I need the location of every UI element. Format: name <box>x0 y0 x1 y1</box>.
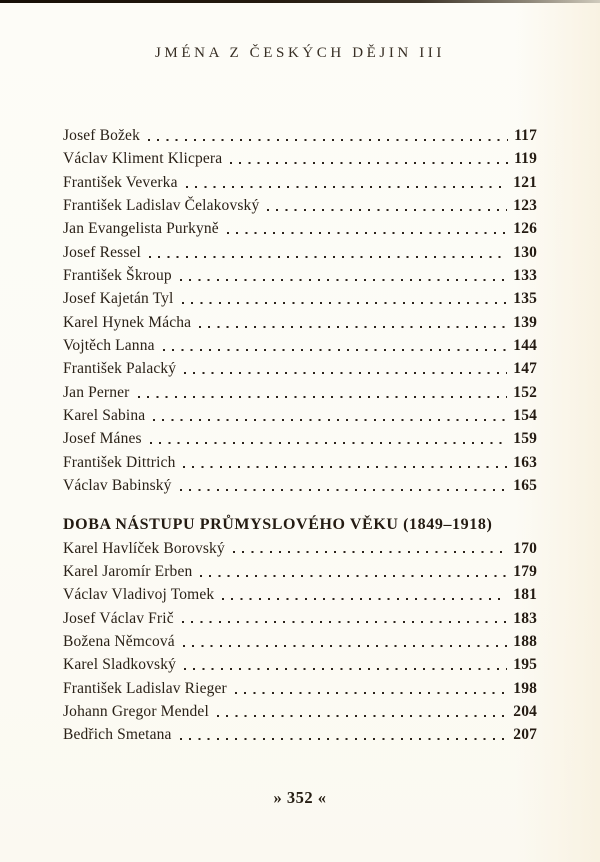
toc-entry <box>63 194 537 217</box>
entry-name: Josef Božek <box>63 127 140 144</box>
entry-page-number: 152 <box>513 383 537 401</box>
toc-entry <box>63 537 537 560</box>
entry-name: Václav Babinský <box>63 477 172 495</box>
entry-page-number: 179 <box>513 562 537 580</box>
entry-name: Josef Mánes <box>63 430 142 448</box>
toc-entry <box>63 427 537 450</box>
entry-page-number: 181 <box>513 586 537 604</box>
entry-page-number: 135 <box>513 290 537 308</box>
toc-entry <box>63 357 537 380</box>
toc-entry <box>63 381 537 404</box>
entry-name: Bedřich Smetana <box>63 726 172 744</box>
toc-entry <box>63 700 537 723</box>
entry-page-number: 119 <box>514 150 537 168</box>
entry-page-number: 163 <box>513 453 537 471</box>
entry-page-number: 204 <box>513 702 537 720</box>
dot-leader <box>138 381 508 404</box>
entry-page-number: 121 <box>513 173 537 191</box>
toc-entry <box>63 560 537 583</box>
entry-name: Karel Sladkovský <box>63 656 177 674</box>
toc-entry <box>63 334 537 357</box>
entry-page-number: 154 <box>513 407 537 425</box>
dot-leader <box>163 334 508 357</box>
entry-page-number: 117 <box>514 127 537 144</box>
entry-page-number: 123 <box>513 197 537 215</box>
entry-name: František Palacký <box>63 360 177 378</box>
dot-leader <box>180 474 508 497</box>
entry-name: Josef Ressel <box>63 243 141 261</box>
entry-name: František Ladislav Čelakovský <box>63 197 260 215</box>
entry-name: Johann Gregor Mendel <box>63 702 209 720</box>
dot-leader <box>227 217 507 240</box>
dot-leader <box>186 171 508 194</box>
dot-leader <box>149 241 507 264</box>
entry-name: Božena Němcová <box>63 632 175 650</box>
toc-entry <box>63 583 537 606</box>
dot-leader <box>217 700 507 723</box>
dot-leader <box>233 537 507 560</box>
toc-entry <box>63 147 537 170</box>
dot-leader <box>183 451 507 474</box>
toc-entry <box>63 607 537 630</box>
entry-name: Karel Jaromír Erben <box>63 562 193 580</box>
entry-name: František Ladislav Rieger <box>63 679 227 697</box>
dot-leader <box>182 607 508 630</box>
entry-name: Josef Václav Frič <box>63 609 174 627</box>
entry-name: Karel Sabina <box>63 407 146 425</box>
toc-entry <box>63 241 537 264</box>
dot-leader <box>267 194 507 217</box>
entry-page-number: 139 <box>513 313 537 331</box>
dot-leader <box>230 147 508 170</box>
entry-page-number: 165 <box>513 477 537 495</box>
scan-top-edge <box>0 0 600 3</box>
toc-entry <box>63 653 537 676</box>
entry-name: Jan Evangelista Purkyně <box>63 220 219 238</box>
dot-leader <box>199 311 507 334</box>
entry-page-number: 133 <box>513 267 537 285</box>
toc-entry <box>63 723 537 746</box>
toc-entry <box>63 124 537 147</box>
toc-entry <box>63 311 537 334</box>
dot-leader <box>182 287 508 310</box>
toc-entry <box>63 264 537 287</box>
dot-leader <box>180 264 508 287</box>
dot-leader <box>150 427 508 450</box>
entry-name: Vojtěch Lanna <box>63 337 155 355</box>
entry-page-number: 159 <box>513 430 537 448</box>
toc-entry <box>63 474 537 497</box>
toc-entry <box>63 287 537 310</box>
entry-page-number: 130 <box>513 243 537 261</box>
entry-page-number: 207 <box>513 726 537 744</box>
page-number: » 352 « <box>273 787 327 807</box>
dot-leader <box>184 357 507 380</box>
entry-page-number: 195 <box>513 656 537 674</box>
dot-leader <box>184 653 507 676</box>
entry-page-number: 198 <box>513 679 537 697</box>
entry-page-number: 144 <box>513 337 537 355</box>
entry-name: Karel Hynek Mácha <box>63 313 192 331</box>
dot-leader <box>153 404 507 427</box>
entry-page-number: 183 <box>513 609 537 627</box>
toc-entry <box>63 217 537 240</box>
entry-name: František Dittrich <box>63 453 176 471</box>
entry-name: František Veverka <box>63 173 178 191</box>
entry-name: František Škroup <box>63 267 172 285</box>
entry-page-number: 126 <box>513 220 537 238</box>
entry-name: Václav Vladivoj Tomek <box>63 586 215 604</box>
dot-leader <box>148 124 508 147</box>
toc-entry <box>63 171 537 194</box>
dot-leader <box>200 560 507 583</box>
dot-leader <box>222 583 507 606</box>
dot-leader <box>180 723 508 746</box>
toc-entry <box>63 630 537 653</box>
toc-section-header: DOBA NÁSTUPU PRŮMYSLOVÉHO VĚKU (1849–1918) <box>63 515 493 533</box>
dot-leader <box>235 677 507 700</box>
toc-entry <box>63 451 537 474</box>
entry-page-number: 188 <box>513 632 537 650</box>
page-title: JMÉNA Z ČESKÝCH DĚJIN III <box>155 45 445 61</box>
entry-name: Josef Kajetán Tyl <box>63 290 174 308</box>
entry-name: Václav Kliment Klicpera <box>63 150 223 168</box>
entry-name: Jan Perner <box>63 383 130 401</box>
toc <box>63 124 537 747</box>
toc-entry <box>63 677 537 700</box>
entry-page-number: 170 <box>513 539 537 557</box>
toc-entry <box>63 404 537 427</box>
dot-leader <box>183 630 507 653</box>
entry-page-number: 147 <box>513 360 537 378</box>
entry-name: Karel Havlíček Borovský <box>63 539 225 557</box>
